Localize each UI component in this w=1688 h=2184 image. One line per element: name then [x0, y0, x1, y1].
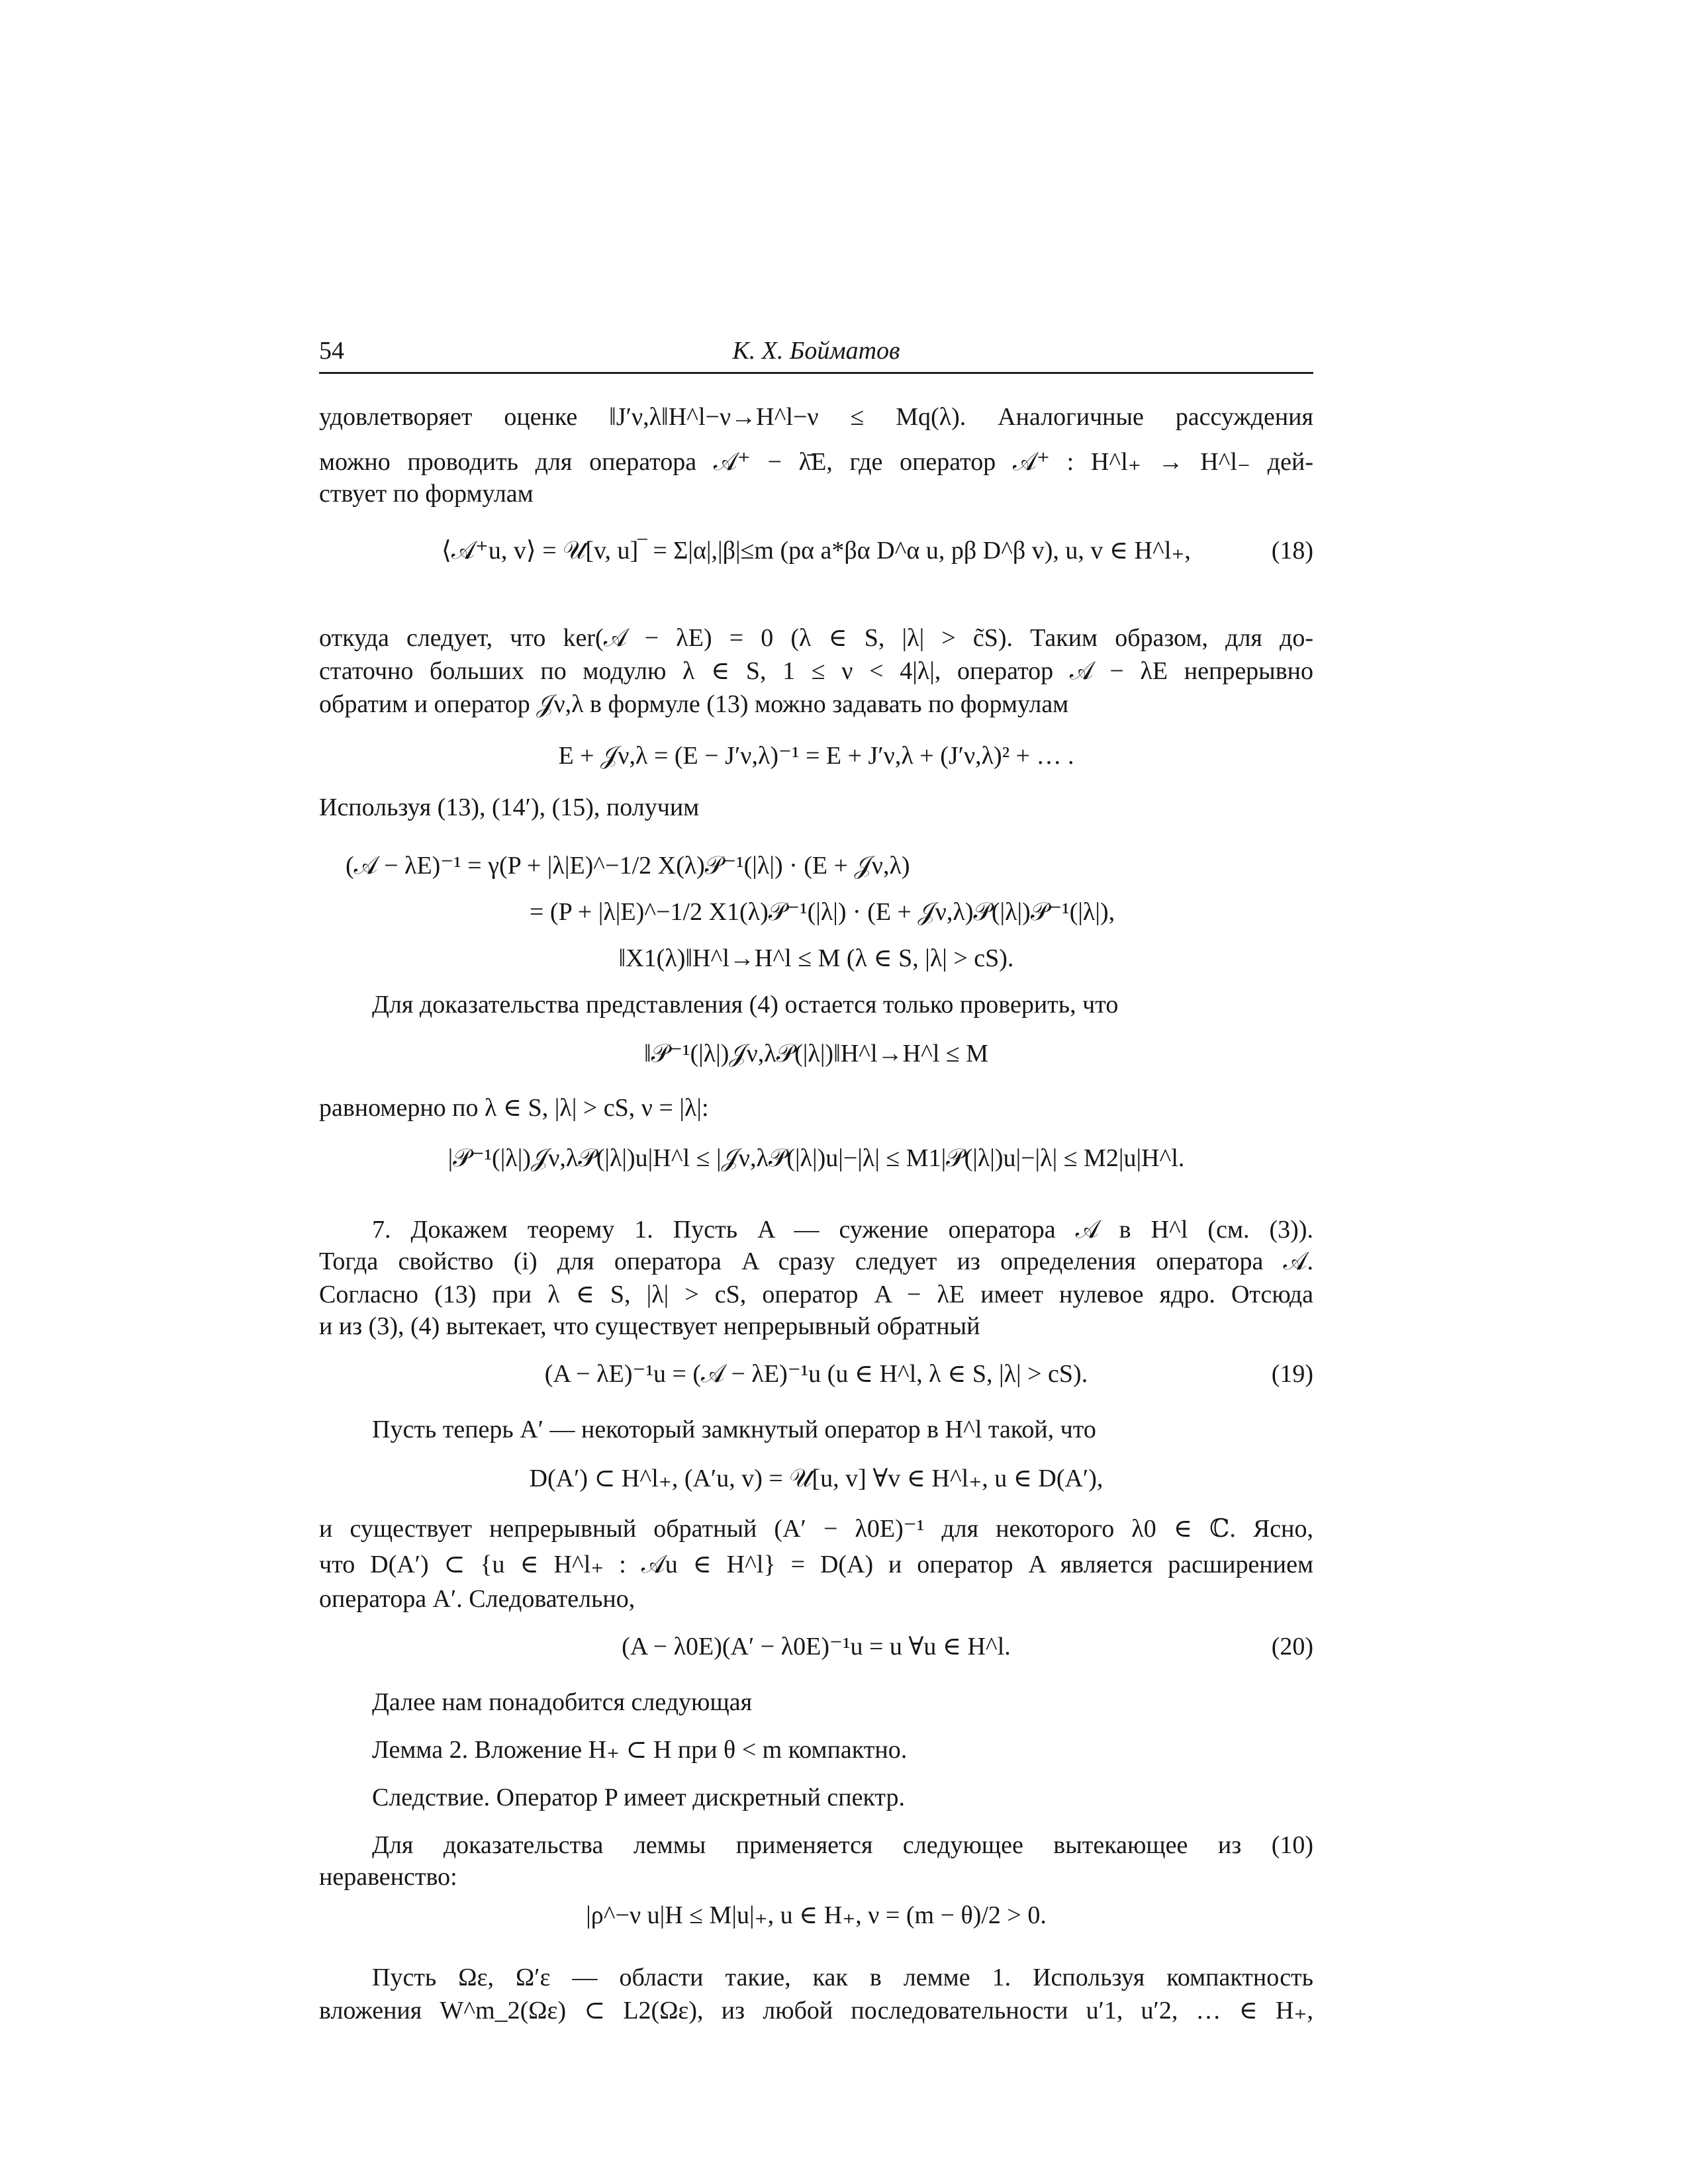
equation-body: (𝒜 − λE)⁻¹ = γ(P + |λ|E)^−1/2 X(λ)𝒫⁻¹(|λ|) · (E + 𝒥ν,λ) — [346, 852, 910, 880]
text-line: откуда следует, что ker(𝒜 − λE) = 0 (λ ∈ S, |λ| > c̃S). Таким образом, для до- — [319, 624, 1313, 652]
running-header — [319, 332, 1313, 374]
text-line: Пусть Ωε, Ω′ε — области такие, как в лемме 1. Используя компактность — [372, 1964, 1313, 1991]
text-line: статочно больших по модулю λ ∈ S, 1 ≤ ν < 4|λ|, оператор 𝒜 − λE непрерывно — [319, 657, 1313, 685]
lemma-2-statement: Лемма 2. Вложение H₊ ⊂ H при θ < m компактно. — [372, 1736, 908, 1764]
equation-body: D(A′) ⊂ H^l₊, (A′u, v) = 𝒰[u, v] ∀v ∈ H^l₊, u ∈ D(A′), — [529, 1465, 1103, 1492]
text-line: ствует по формулам — [319, 480, 534, 508]
corollary-statement: Следствие. Оператор P имеет дискретный спектр. — [372, 1784, 905, 1811]
text-line: обратим и оператор 𝒥ν,λ в формуле (13) можно задавать по формулам — [319, 690, 1069, 718]
text-line: оператора A′. Следовательно, — [319, 1585, 635, 1613]
text-line: Далее нам понадобится следующая — [372, 1688, 753, 1716]
text-line: вложения W^m_2(Ωε) ⊂ L2(Ωε), из любой последовательности u′1, u′2, … ∈ H₊, — [319, 1997, 1313, 2025]
equation-body: ‖𝒫⁻¹(|λ|)𝒥ν,λ𝒫(|λ|)‖H^l→H^l ≤ M — [643, 1040, 989, 1068]
page-number: 54 — [319, 337, 344, 365]
equation-number: (19) — [1271, 1360, 1313, 1388]
text-line: что D(A′) ⊂ {u ∈ H^l₊ : 𝒜u ∈ H^l} = D(A) и оператор A является расширением — [319, 1551, 1313, 1578]
text-line: Для доказательства представления (4) остается только проверить, что — [372, 991, 1119, 1019]
text-line: удовлетворяет оценке ‖J′ν,λ‖H^l−ν→H^l−ν ≤ Mq(λ). Аналогичные рассуждения — [319, 403, 1313, 431]
equation-number: (18) — [1271, 537, 1313, 565]
equation-number: (20) — [1271, 1633, 1313, 1661]
equation-body: |𝒫⁻¹(|λ|)𝒥ν,λ𝒫(|λ|)u|H^l ≤ |𝒥ν,λ𝒫(|λ|)u|−|λ| ≤ M1|𝒫(|λ|)u|−|λ| ≤ M2|u|H^l. — [447, 1144, 1185, 1172]
equation-body: |ρ^−ν u|H ≤ M|u|₊, u ∈ H₊, ν = (m − θ)/2 > 0. — [586, 1901, 1047, 1929]
running-title: К. Х. Бойматов — [732, 337, 900, 365]
equation-body: (A − λ0E)(A′ − λ0E)⁻¹u = u ∀u ∈ H^l. — [622, 1633, 1011, 1661]
text-line: Используя (13), (14′), (15), получим — [319, 794, 700, 821]
equation-body: (A − λE)⁻¹u = (𝒜 − λE)⁻¹u (u ∈ H^l, λ ∈ S, |λ| > cS). — [544, 1360, 1088, 1388]
text-line: Тогда свойство (i) для оператора A сразу следует из определения оператора 𝒜. — [319, 1248, 1313, 1275]
equation-body: ‖X1(λ)‖H^l→H^l ≤ M (λ ∈ S, |λ| > cS). — [618, 944, 1014, 972]
equation-body: E + 𝒥ν,λ = (E − J′ν,λ)⁻¹ = E + J′ν,λ + (J′ν,λ)² + … . — [558, 742, 1074, 770]
text-line: 7. Докажем теорему 1. Пусть A — сужение оператора 𝒜 в H^l (см. (3)). — [372, 1216, 1313, 1244]
equation-body: = (P + |λ|E)^−1/2 X1(λ)𝒫⁻¹(|λ|) · (E + 𝒥ν,λ)𝒫(|λ|)𝒫⁻¹(|λ|), — [530, 898, 1115, 926]
text-line: и из (3), (4) вытекает, что существует непрерывный обратный — [319, 1312, 980, 1340]
text-line: Для доказательства леммы применяется следующее вытекающее из (10) — [372, 1831, 1313, 1859]
text-line: Согласно (13) при λ ∈ S, |λ| > cS, оператор A − λE имеет нулевое ядро. Отсюда — [319, 1281, 1313, 1308]
equation-body: ⟨𝒜⁺u, v⟩ = 𝒰[v, u]‾ = Σ|α|,|β|≤m (pα a*βα D^α u, pβ D^β v), u, v ∈ H^l₊, — [442, 537, 1191, 565]
text-line: неравенство: — [319, 1863, 457, 1891]
text-line: Пусть теперь A′ — некоторый замкнутый оператор в H^l такой, что — [372, 1416, 1096, 1443]
text-line: можно проводить для оператора 𝒜⁺ − λ̄E, где оператор 𝒜⁺ : H^l₊ → H^l₋ дей- — [319, 448, 1313, 476]
text-line: равномерно по λ ∈ S, |λ| > cS, ν = |λ|: — [319, 1094, 709, 1122]
text-line: и существует непрерывный обратный (A′ − λ0E)⁻¹ для некоторого λ0 ∈ ℂ. Ясно, — [319, 1515, 1313, 1543]
